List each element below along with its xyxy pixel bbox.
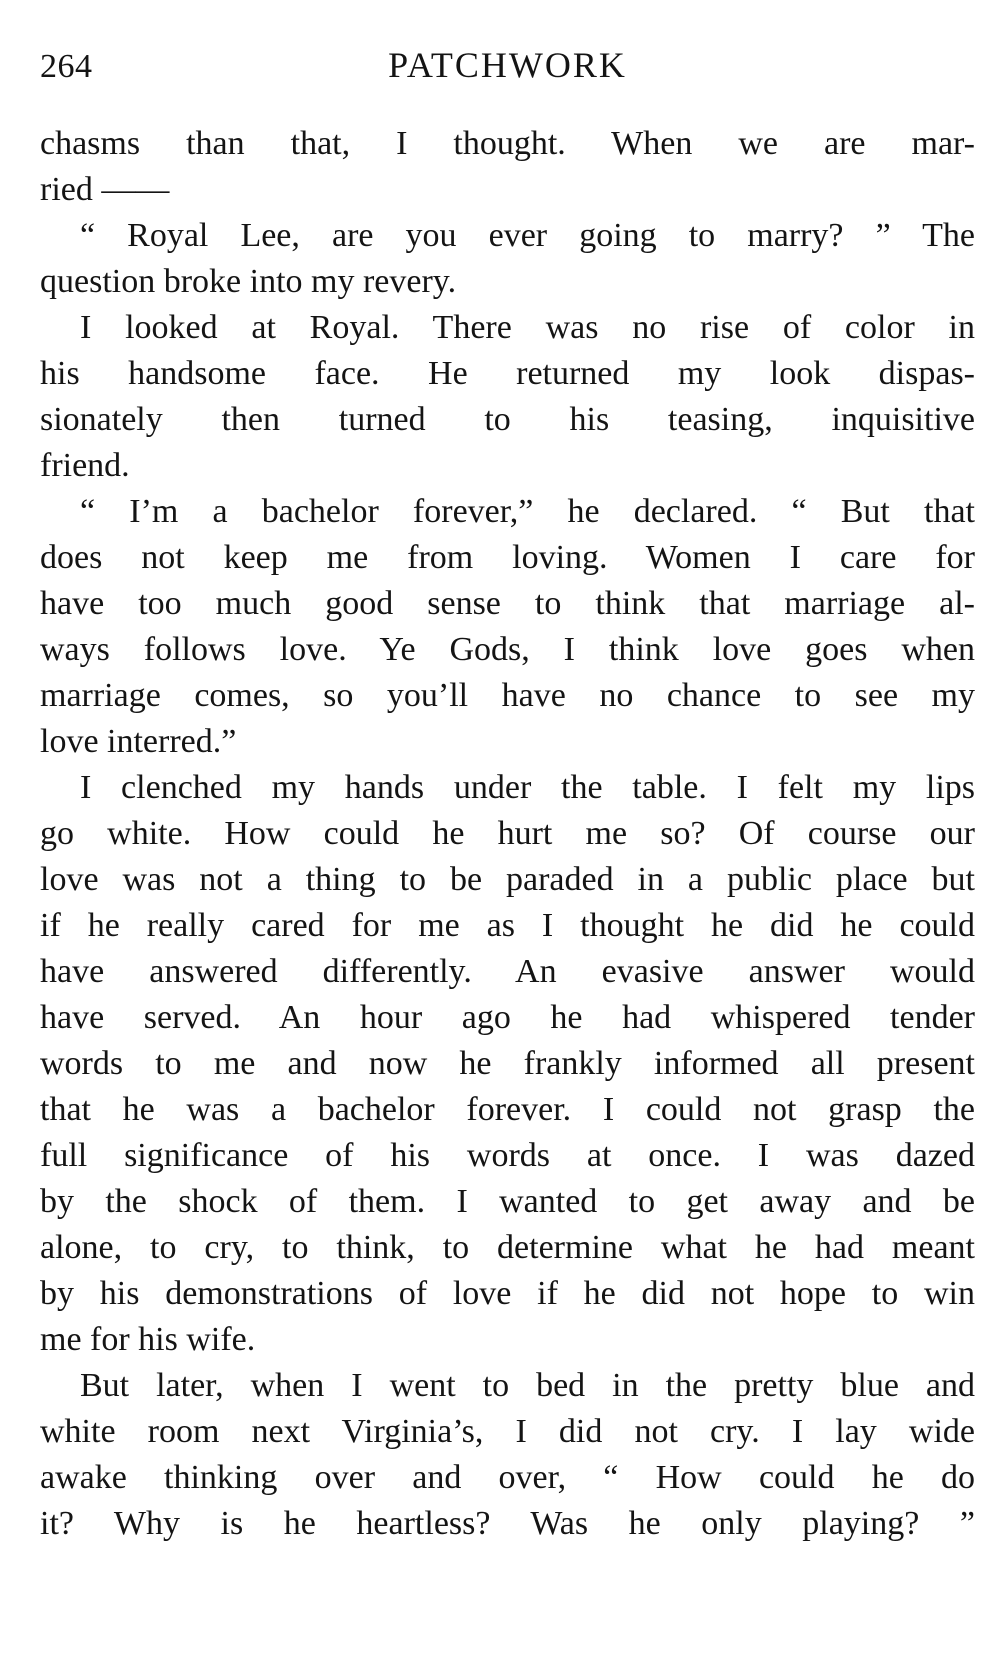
text-line: question broke into my revery. (40, 263, 457, 300)
text-line: “ I’m a bachelor forever,” he declared. “ But that (80, 493, 975, 530)
text-line: his handsome face. He returned my look dispas- (40, 355, 975, 392)
text-line: I clenched my hands under the table. I felt my lips (80, 769, 975, 806)
text-line: ways follows love. Ye Gods, I think love goes when (40, 631, 975, 668)
text-line: me for his wife. (40, 1321, 256, 1358)
page-number: 264 (40, 48, 93, 85)
text-line: ried —— (40, 171, 170, 208)
text-line: full significance of his words at once. I was dazed (40, 1137, 975, 1174)
text-line: does not keep me from loving. Women I care for (40, 539, 975, 576)
text-line: “ Royal Lee, are you ever going to marry? ” The (80, 217, 975, 254)
text-line: it? Why is he heartless? Was he only playing? ” (40, 1505, 975, 1542)
text-line: that he was a bachelor forever. I could not grasp the (40, 1091, 975, 1128)
text-line: by the shock of them. I wanted to get away and be (40, 1183, 975, 1220)
text-line: friend. (40, 447, 130, 484)
text-line: white room next Virginia’s, I did not cry. I lay wide (40, 1413, 975, 1450)
text-line: go white. How could he hurt me so? Of course our (40, 815, 975, 852)
text-line: have too much good sense to think that marriage al- (40, 585, 975, 622)
text-line: love interred.” (40, 723, 237, 760)
text-line: chasms than that, I thought. When we are mar- (40, 125, 975, 162)
text-line: alone, to cry, to think, to determine what he had meant (40, 1229, 975, 1266)
text-line: words to me and now he frankly informed all present (40, 1045, 975, 1082)
text-line: love was not a thing to be paraded in a public place but (40, 861, 975, 898)
body-text (40, 121, 975, 1547)
text-line: sionately then turned to his teasing, inquisitive (40, 401, 975, 438)
text-line: marriage comes, so you’ll have no chance to see my (40, 677, 975, 714)
text-line: by his demonstrations of love if he did not hope to win (40, 1275, 975, 1312)
text-line: I looked at Royal. There was no rise of color in (80, 309, 975, 346)
running-head: PATCHWORK (388, 45, 627, 85)
text-line: awake thinking over and over, “ How could he do (40, 1459, 975, 1496)
page-header (40, 44, 975, 94)
text-line: have served. An hour ago he had whispered tender (40, 999, 975, 1036)
text-line: have answered differently. An evasive answer would (40, 953, 975, 990)
text-line: But later, when I went to bed in the pretty blue and (80, 1367, 975, 1404)
text-line: if he really cared for me as I thought he did he could (40, 907, 975, 944)
